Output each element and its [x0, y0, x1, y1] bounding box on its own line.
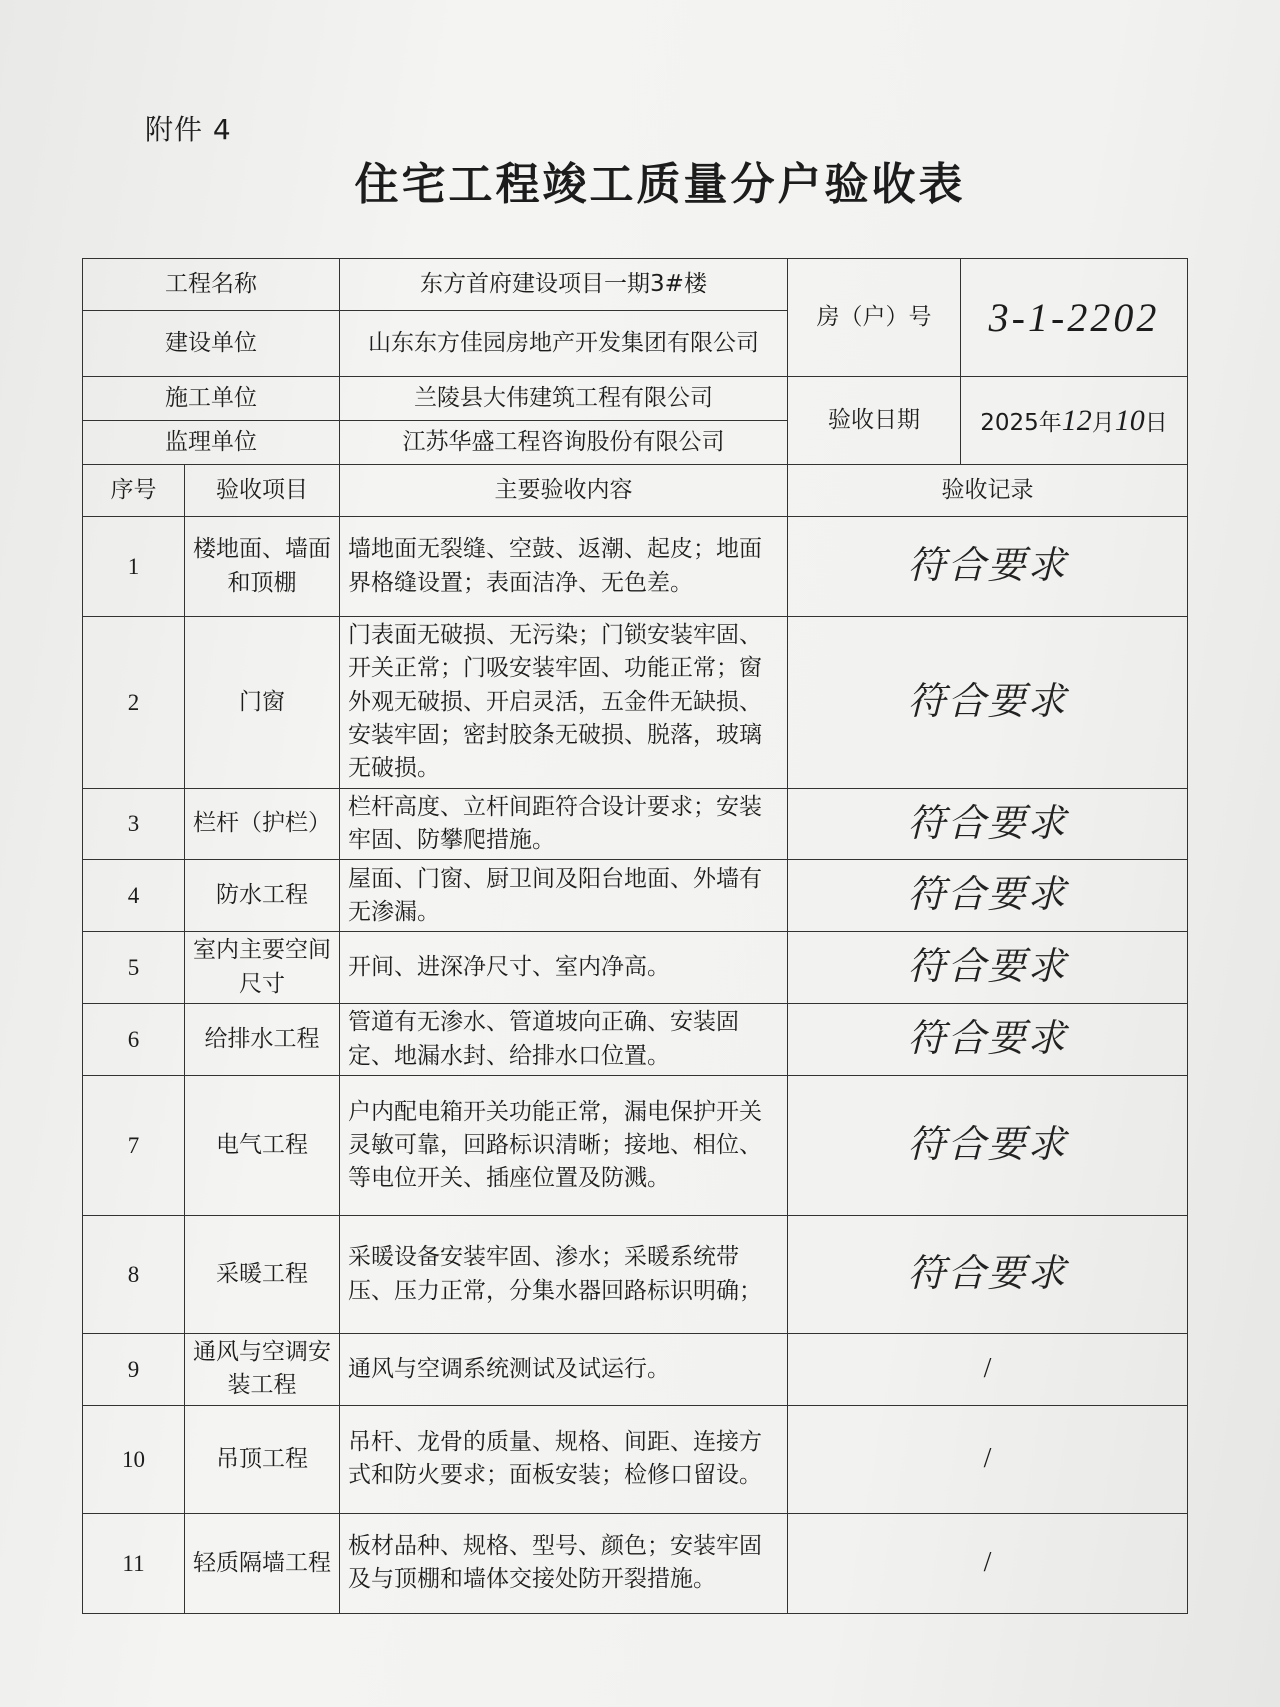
- header-row-project: [83, 259, 1188, 311]
- inspection-date-value: [961, 377, 1188, 465]
- row-item: 电气工程: [185, 1076, 340, 1216]
- row-content: 墙地面无裂缝、空鼓、返潮、起皮；地面界格缝设置；表面洁净、无色差。: [340, 517, 788, 617]
- row-seq: 3: [83, 788, 185, 860]
- row-seq: 8: [83, 1216, 185, 1334]
- project-name-value: 东方首府建设项目一期3#楼: [340, 259, 788, 311]
- row-item: 栏杆（护栏）: [185, 788, 340, 860]
- col-header-seq: 序号: [83, 465, 185, 517]
- row-record: /: [788, 1334, 1188, 1406]
- acceptance-form-table: [82, 258, 1188, 1614]
- row-record: /: [788, 1513, 1188, 1613]
- row-seq: 4: [83, 860, 185, 932]
- col-header-item: 验收项目: [185, 465, 340, 517]
- row-item: 防水工程: [185, 860, 340, 932]
- table-row: [83, 1216, 1188, 1334]
- row-record: 符合要求: [788, 1216, 1188, 1334]
- date-month-unit: 月: [1091, 409, 1115, 436]
- room-number-value: 3-1-2202: [961, 259, 1188, 377]
- row-seq: 2: [83, 617, 185, 789]
- table-row: [83, 1405, 1188, 1513]
- row-content: 开间、进深净尺寸、室内净高。: [340, 932, 788, 1004]
- row-content: 门表面无破损、无污染；门锁安装牢固、开关正常；门吸安装牢固、功能正常；窗外观无破损、开启灵活，五金件无缺损、 安装牢固；密封胶条无破损、脱落，玻璃无破损。: [340, 617, 788, 789]
- table-row: [83, 860, 1188, 932]
- date-day-unit: 日: [1144, 409, 1168, 436]
- col-header-content: 主要验收内容: [340, 465, 788, 517]
- row-seq: 7: [83, 1076, 185, 1216]
- inspection-rows: [83, 517, 1188, 1614]
- builder-value: 山东东方佳园房地产开发集团有限公司: [340, 311, 788, 377]
- builder-label: 建设单位: [83, 311, 340, 377]
- row-item: 通风与空调安装工程: [185, 1334, 340, 1406]
- row-seq: 11: [83, 1513, 185, 1613]
- row-content: 采暖设备安装牢固、渗水；采暖系统带压、压力正常，分集水器回路标识明确；: [340, 1216, 788, 1334]
- header-row-constructor: [83, 377, 1188, 421]
- date-year: 2025年: [980, 409, 1062, 436]
- row-content: 吊杆、龙骨的质量、规格、间距、连接方式和防火要求；面板安装；检修口留设。: [340, 1405, 788, 1513]
- row-record: 符合要求: [788, 1076, 1188, 1216]
- column-header-row: [83, 465, 1188, 517]
- date-month: 12: [1061, 403, 1092, 437]
- row-record: 符合要求: [788, 617, 1188, 789]
- table-row: [83, 932, 1188, 1004]
- constructor-value: 兰陵县大伟建筑工程有限公司: [340, 377, 788, 421]
- table-row: [83, 617, 1188, 789]
- inspection-date-label: 验收日期: [788, 377, 961, 465]
- row-record: 符合要求: [788, 860, 1188, 932]
- col-header-record: 验收记录: [788, 465, 1188, 517]
- table-row: [83, 1334, 1188, 1406]
- attachment-label: 附件 4: [145, 113, 232, 146]
- row-seq: 10: [83, 1405, 185, 1513]
- table-row: [83, 1004, 1188, 1076]
- row-item: 吊顶工程: [185, 1405, 340, 1513]
- row-item: 楼地面、墙面和顶棚: [185, 517, 340, 617]
- row-item: 给排水工程: [185, 1004, 340, 1076]
- row-content: 通风与空调系统测试及试运行。: [340, 1334, 788, 1406]
- row-seq: 5: [83, 932, 185, 1004]
- row-seq: 9: [83, 1334, 185, 1406]
- row-content: 管道有无渗水、管道坡向正确、安装固定、地漏水封、给排水口位置。: [340, 1004, 788, 1076]
- row-record: 符合要求: [788, 517, 1188, 617]
- project-name-label: 工程名称: [83, 259, 340, 311]
- page-title: 住宅工程竣工质量分户验收表: [354, 159, 966, 210]
- row-content: 栏杆高度、立杆间距符合设计要求；安装牢固、防攀爬措施。: [340, 788, 788, 860]
- row-item: 轻质隔墙工程: [185, 1513, 340, 1613]
- row-seq: 1: [83, 517, 185, 617]
- row-content: 板材品种、规格、型号、颜色；安装牢固及与顶棚和墙体交接处防开裂措施。: [340, 1513, 788, 1613]
- row-item: 采暖工程: [185, 1216, 340, 1334]
- table-row: [83, 517, 1188, 617]
- row-seq: 6: [83, 1004, 185, 1076]
- row-record: 符合要求: [788, 932, 1188, 1004]
- constructor-label: 施工单位: [83, 377, 340, 421]
- date-day: 10: [1114, 403, 1145, 437]
- row-record: 符合要求: [788, 788, 1188, 860]
- table-row: [83, 1513, 1188, 1613]
- table-row: [83, 788, 1188, 860]
- row-item: 门窗: [185, 617, 340, 789]
- row-record: /: [788, 1405, 1188, 1513]
- row-record: 符合要求: [788, 1004, 1188, 1076]
- row-content: 户内配电箱开关功能正常，漏电保护开关灵敏可靠，回路标识清晰；接地、相位、等电位开关、插座位置及防溅。: [340, 1076, 788, 1216]
- room-number-label: 房（户）号: [788, 259, 961, 377]
- supervisor-value: 江苏华盛工程咨询股份有限公司: [340, 421, 788, 465]
- supervisor-label: 监理单位: [83, 421, 340, 465]
- row-content: 屋面、门窗、厨卫间及阳台地面、外墙有无渗漏。: [340, 860, 788, 932]
- row-item: 室内主要空间尺寸: [185, 932, 340, 1004]
- table-row: [83, 1076, 1188, 1216]
